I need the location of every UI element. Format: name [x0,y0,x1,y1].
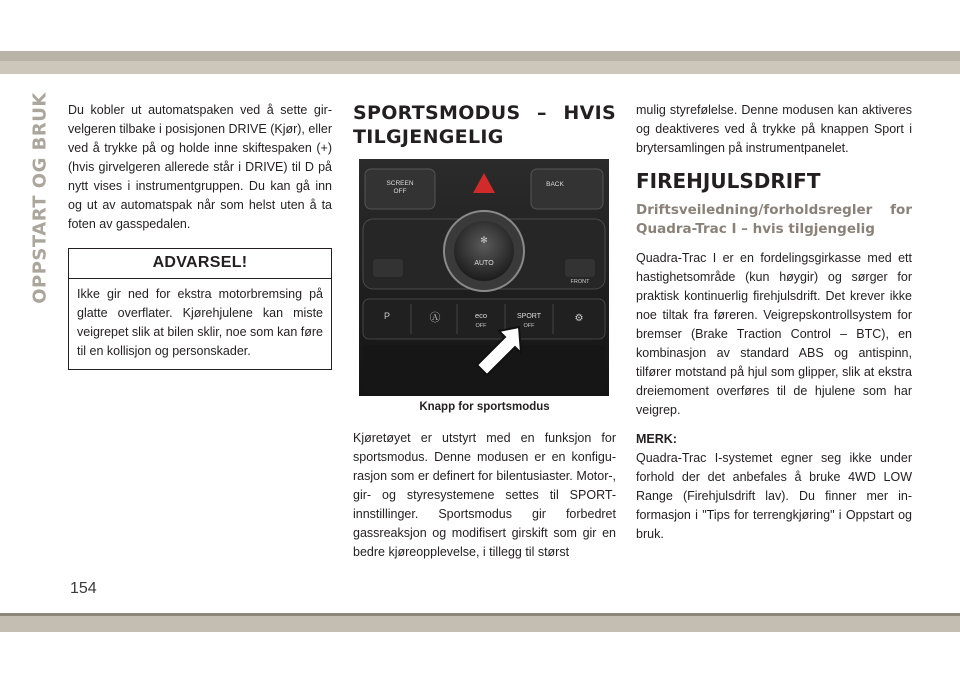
eco-off-label: OFF [475,323,487,329]
quadra-trac-subheading: Driftsveiledning/forholdsregler for Quadra-Trac I – hvis tilgjengelig [636,202,912,237]
auto-label: AUTO [474,260,494,267]
quadra-trac-body: Quadra-Trac I er en fordelingsgirkasse med ett hastighetsområde (kun høygir) og sørger for praktisk kontinuerlig firehjulsdrift. Det krever ikke noe tiltak fra føreren. Veigrepskontrollsystem for bremser (Brake Traction Control – BTC), en kombinasjon av standard ABS og antispinn, tilfører motstand på hjul som glipper, slik at ekstra dreiemoment overføres til de hjulene som har veigrep. [636,251,912,417]
fan-icon: ✻ [480,235,488,245]
warning-text: Ikke gir ned for ekstra motorbremsing på glatte overflater. Kjørehjulene kan miste veigrepet slik at bilen sklir, noe som kan føre til en kollisjon og personskader. [77,287,323,358]
column-left [68,101,332,370]
eco-label: eco [474,311,488,320]
park-assist-icon: P [383,311,391,321]
back-label: BACK [546,181,564,188]
screen-label: SCREEN [386,180,414,187]
note-label: MERK: [636,432,677,446]
side-section-label: OPPSTART OG BRUK [29,91,51,304]
sport-mode-continued: mulig styrefølelse. Denne modusen kan aktiveres og deaktiveres ved å trykke på knappen Sport i brytersamlingen på instrumentpanelet. [636,103,912,155]
auto-stop-icon: Ⓐ [429,312,441,324]
column-right [636,101,912,544]
intro-paragraph: Du kobler ut automatspaken ved å sette girvelgeren tilbake i posisjonen DRIVE (Kjør), eller ved å trykke på og holde inne skiftespaken (+) (hvis girvelgeren allerede står i DRIVE) til D på nytt vises i instrumentgruppen. Du kan gå inn og ut av automatspak når som helst uten å ta foten av gasspedalen. [68,103,332,231]
column-middle [353,101,616,562]
header-band [0,51,960,61]
warning-title: ADVARSEL! [69,249,331,279]
page-number: 154 [70,580,97,597]
sport-mode-heading: SPORTSMODUS – HVIS TILGJENGELIG [353,102,616,148]
traction-icon: ⚙ [574,313,584,324]
warning-box [68,248,332,370]
photo-caption: Knapp for sportsmodus [419,401,550,413]
four-wheel-drive-heading: FIREHJULSDRIFT [636,169,821,193]
sport-label: SPORT [517,313,541,320]
sport-mode-photo [359,159,609,396]
front-label: FRONT [570,279,590,285]
console-illustration [359,159,609,396]
note-text: Quadra-Trac I-systemet egner seg ikke under forhold der det anbefales å bruke 4WD LOW Range (Firehjulsdrift lav). Du finner mer informasjon i "Tips for terrengkjøring" i Oppstart og bruk. [636,451,912,541]
sport-mode-body: Kjøretøyet er utstyrt med en funksjon for sportsmodus. Denne modusen er en konfigurasjon som er definert for bilentusiaster. Motor-, gir- og styresystemene settes til SPORT-innstillinger. Sportsmodus gir forbedret gassreaksjon og modifisert girskift som gir en bedre kjøreopplevelse, i tillegg til størst [353,431,616,559]
side-section-tab [29,91,51,304]
screen-off-label: OFF [393,188,407,195]
footer-band [0,613,960,632]
header-band-light [0,61,960,74]
sport-off-label: OFF [523,323,535,329]
